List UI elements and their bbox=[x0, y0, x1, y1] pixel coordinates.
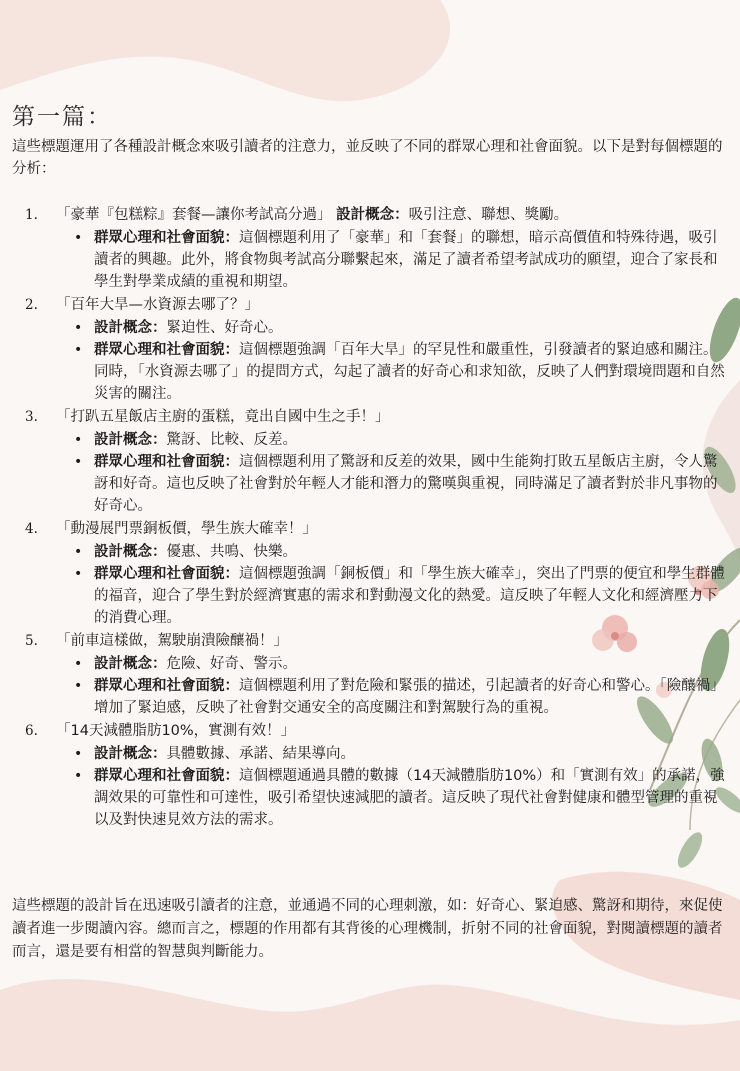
bullet-dot-icon: • bbox=[74, 656, 83, 672]
list-item bbox=[0, 630, 740, 719]
psychology-label: 群眾心理和社會面貌： bbox=[94, 230, 239, 246]
psychology-text: 這個標題利用了對危險和緊張的描述，引起讀者的好奇心和警心。「險釀禍」增加了緊迫感，反映了社會對交通安全的高度關注和對駕駛行為的重視。 bbox=[94, 678, 725, 716]
pink-blob-top bbox=[0, 0, 450, 101]
concept-label: 設計概念： bbox=[94, 656, 167, 672]
concept-text: 具體數據、承諾、結果導向。 bbox=[166, 746, 355, 762]
concept-text: 緊迫性、好奇心。 bbox=[166, 320, 283, 336]
psychology-bullet bbox=[56, 339, 726, 405]
list-headline: 「百年大旱—水資源去哪了？」 bbox=[56, 297, 259, 313]
list-headline: 「14天減體脂肪10%，實測有效！」 bbox=[56, 723, 296, 739]
page-title: 第一篇： bbox=[12, 104, 112, 130]
conclusion-paragraph: 這些標題的設計旨在迅速吸引讀者的注意，並通過不同的心理刺激，如：好奇心、緊迫感、驚訝和期待，來促使讀者進一步閱讀內容。總而言之，標題的作用都有其背後的心理機制，折射不同的社會面貌，對閱讀標題的讀者而言，還是要有相當的智慧與判斷能力。 bbox=[12, 898, 723, 960]
bullet-dot-icon: • bbox=[74, 342, 83, 358]
sub-bullets bbox=[56, 317, 740, 405]
concept-label: 設計概念： bbox=[94, 746, 167, 762]
concept-bullet bbox=[56, 317, 726, 339]
sub-bullets bbox=[56, 541, 740, 629]
concept-text: 危險、好奇、警示。 bbox=[166, 656, 297, 672]
headline-analysis-list bbox=[0, 204, 740, 832]
concept-label: 設計概念： bbox=[94, 320, 167, 336]
list-item bbox=[0, 720, 740, 831]
psychology-label: 群眾心理和社會面貌： bbox=[94, 566, 239, 582]
psychology-text: 這個標題強調「銅板價」和「學生族大確幸」，突出了門票的便宜和學生群體的福音，迎合了學生對於經濟實惠的需求和對動漫文化的熱愛。這反映了年輕人文化和經濟壓力下的消費心理。 bbox=[94, 566, 725, 626]
bullet-dot-icon: • bbox=[74, 544, 83, 560]
psychology-text: 這個標題利用了「豪華」和「套餐」的聯想，暗示高價值和特殊待遇，吸引讀者的興趣。此外，將食物與考試高分聯繫起來，滿足了讀者希望考試成功的願望，迎合了家長和學生對學業成績的重視和期望。 bbox=[94, 230, 718, 290]
sub-bullets bbox=[56, 429, 740, 517]
concept-label: 設計概念： bbox=[336, 207, 409, 223]
bullet-dot-icon: • bbox=[74, 432, 83, 448]
psychology-bullet bbox=[56, 675, 726, 719]
concept-bullet bbox=[56, 743, 726, 765]
psychology-text: 這個標題利用了驚訝和反差的效果，國中生能夠打敗五星飯店主廚，令人驚訝和好奇。這也反映了社會對於年輕人才能和潛力的驚嘆與重視，同時滿足了讀者對於非凡事物的好奇心。 bbox=[94, 454, 718, 514]
bullet-dot-icon: • bbox=[74, 566, 83, 582]
concept-bullet bbox=[56, 653, 726, 675]
list-headline: 「打趴五星飯店主廚的蛋糕，竟出自國中生之手！」 bbox=[56, 409, 390, 425]
psychology-bullet bbox=[56, 227, 726, 293]
intro-paragraph: 這些標題運用了各種設計概念來吸引讀者的注意力，並反映了不同的群眾心理和社會面貌。以下是對每個標題的分析： bbox=[12, 139, 723, 177]
psychology-bullet bbox=[56, 563, 726, 629]
psychology-label: 群眾心理和社會面貌： bbox=[94, 768, 239, 784]
list-number: 6. bbox=[25, 723, 38, 739]
psychology-text: 這個標題通過具體的數據（14天減體脂肪10%）和「實測有效」的承諾，強調效果的可靠性和可達性，吸引希望快速減肥的讀者。這反映了現代社會對健康和體型管理的重視以及對快速見效方法的需求。 bbox=[94, 768, 725, 828]
list-headline: 「前車這樣做，駕駛崩潰險釀禍！」 bbox=[56, 633, 288, 649]
concept-bullet bbox=[56, 429, 726, 451]
list-item bbox=[0, 518, 740, 629]
list-number: 5. bbox=[25, 633, 38, 649]
bullet-dot-icon: • bbox=[74, 678, 83, 694]
list-headline: 「動漫展門票銅板價，學生族大確幸！」 bbox=[56, 521, 317, 537]
psychology-label: 群眾心理和社會面貌： bbox=[94, 342, 239, 358]
sub-bullets bbox=[56, 227, 740, 293]
list-number: 4. bbox=[25, 521, 38, 537]
pink-blob-bottom bbox=[0, 979, 740, 1071]
list-item bbox=[0, 406, 740, 517]
bullet-dot-icon: • bbox=[74, 768, 83, 784]
list-number: 2. bbox=[25, 297, 38, 313]
psychology-bullet bbox=[56, 451, 726, 517]
bullet-dot-icon: • bbox=[74, 230, 83, 246]
psychology-text: 這個標題強調「百年大旱」的罕見性和嚴重性，引發讀者的緊迫感和關注。同時，「水資源去哪了」的提問方式，勾起了讀者的好奇心和求知欲，反映了人們對環境問題和自然災害的關注。 bbox=[94, 342, 725, 402]
list-item bbox=[0, 294, 740, 405]
concept-text: 優惠、共鳴、快樂。 bbox=[166, 544, 297, 560]
concept-label: 設計概念： bbox=[94, 544, 167, 560]
list-number: 1. bbox=[25, 207, 38, 223]
list-number: 3. bbox=[25, 409, 38, 425]
psychology-bullet bbox=[56, 765, 726, 831]
concept-bullet bbox=[56, 541, 726, 563]
bullet-dot-icon: • bbox=[74, 320, 83, 336]
list-item bbox=[0, 204, 740, 293]
concept-text: 吸引注意、聯想、獎勵。 bbox=[408, 207, 569, 223]
sub-bullets bbox=[56, 653, 740, 719]
psychology-label: 群眾心理和社會面貌： bbox=[94, 678, 239, 694]
concept-text: 驚訝、比較、反差。 bbox=[166, 432, 297, 448]
psychology-label: 群眾心理和社會面貌： bbox=[94, 454, 239, 470]
sub-bullets bbox=[56, 743, 740, 831]
bullet-dot-icon: • bbox=[74, 454, 83, 470]
list-headline: 「豪華『包糕粽』套餐—讓你考試高分過」 設計概念：吸引注意、聯想、獎勵。 bbox=[56, 207, 569, 223]
bullet-dot-icon: • bbox=[74, 746, 83, 762]
concept-label: 設計概念： bbox=[94, 432, 167, 448]
